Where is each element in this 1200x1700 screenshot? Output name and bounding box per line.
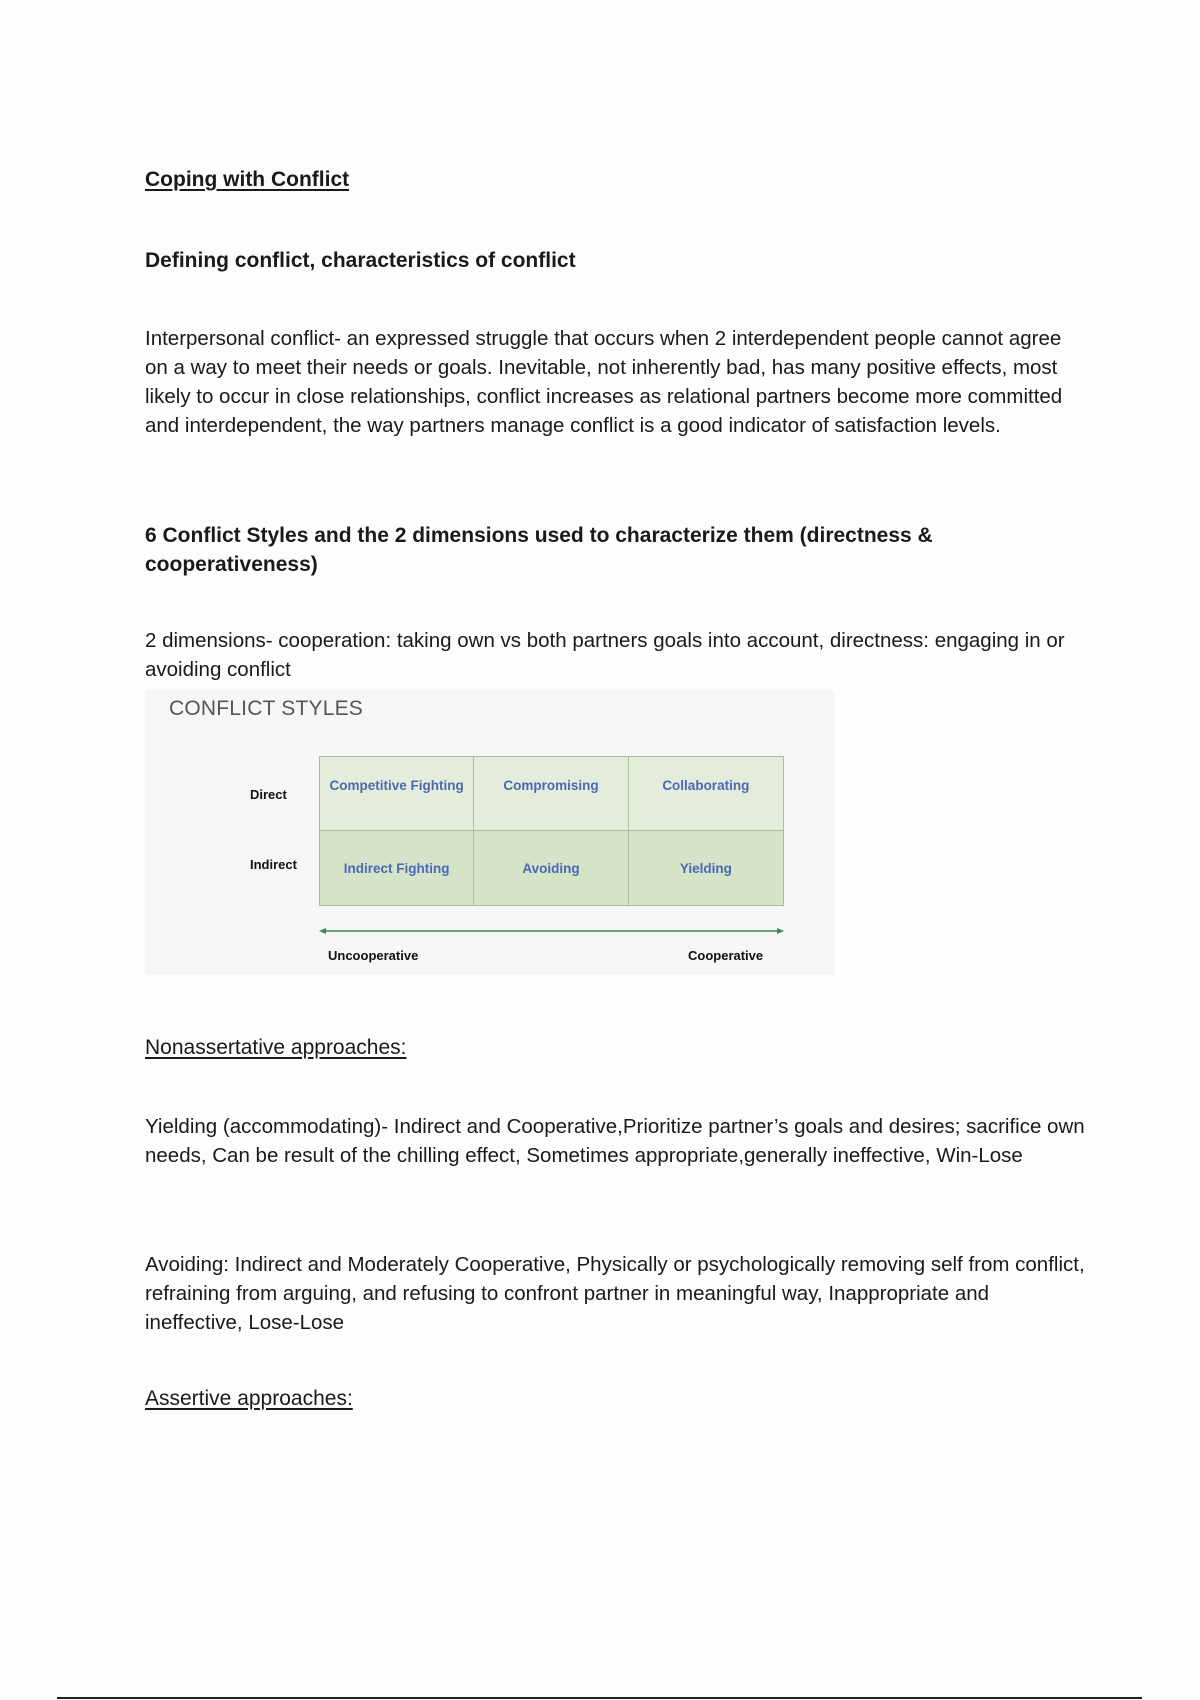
subheading-assertive: Assertive approaches: (145, 1387, 353, 1410)
axis-label-uncooperative: Uncooperative (328, 948, 419, 963)
paragraph-interpersonal-conflict: Interpersonal conflict- an expressed struggle that occurs when 2 interdependent people cannot agree on a way to meet their needs or goals. Inevitable, not inherently bad, has many positive effects, most likely to occur in close relationships, conflict increases as relational partners become more committed and interdependent, the way partners manage conflict is a good indicator of satisfaction levels. (145, 327, 1063, 437)
cell-indirect-fighting: Indirect Fighting (320, 831, 474, 905)
heading-conflict-styles: 6 Conflict Styles and the 2 dimensions used to characterize them (directness & cooperativeness) (145, 524, 933, 576)
paragraph-yielding: Yielding (accommodating)- Indirect and Cooperative,Prioritize partner’s goals and desires; sacrifice own needs, Can be result of the chilling effect, Sometimes appropriate,generally ineffective, Win-Lose (145, 1115, 1085, 1167)
conflict-styles-grid (319, 756, 784, 906)
cell-compromising: Compromising (474, 757, 628, 831)
row-label-indirect: Indirect (250, 857, 297, 872)
heading-defining-conflict: Defining conflict, characteristics of conflict (145, 249, 576, 272)
cell-yielding: Yielding (629, 831, 783, 905)
cell-avoiding: Avoiding (474, 831, 628, 905)
axis-label-cooperative: Cooperative (688, 948, 764, 963)
figure-title: CONFLICT STYLES (169, 697, 363, 720)
page-bottom-rule (57, 1697, 1142, 1699)
cell-collaborating: Collaborating (629, 757, 783, 831)
document-title: Coping with Conflict (145, 168, 350, 191)
subheading-nonassertive: Nonassertative approaches: (145, 1036, 407, 1059)
paragraph-avoiding: Avoiding: Indirect and Moderately Cooperative, Physically or psychologically removing self from conflict, refraining from arguing, and refusing to confront partner in meaningful way, Inappropriate and ineffective, Lose-Lose (145, 1253, 1085, 1334)
paragraph-dimensions: 2 dimensions- cooperation: taking own vs both partners goals into account, directness: engaging in or avoiding conflict (145, 629, 1065, 681)
conflict-styles-figure (145, 690, 835, 975)
cell-competitive-fighting: Competitive Fighting (320, 757, 474, 831)
row-label-direct: Direct (250, 787, 287, 802)
cooperation-axis-arrow (319, 926, 784, 936)
